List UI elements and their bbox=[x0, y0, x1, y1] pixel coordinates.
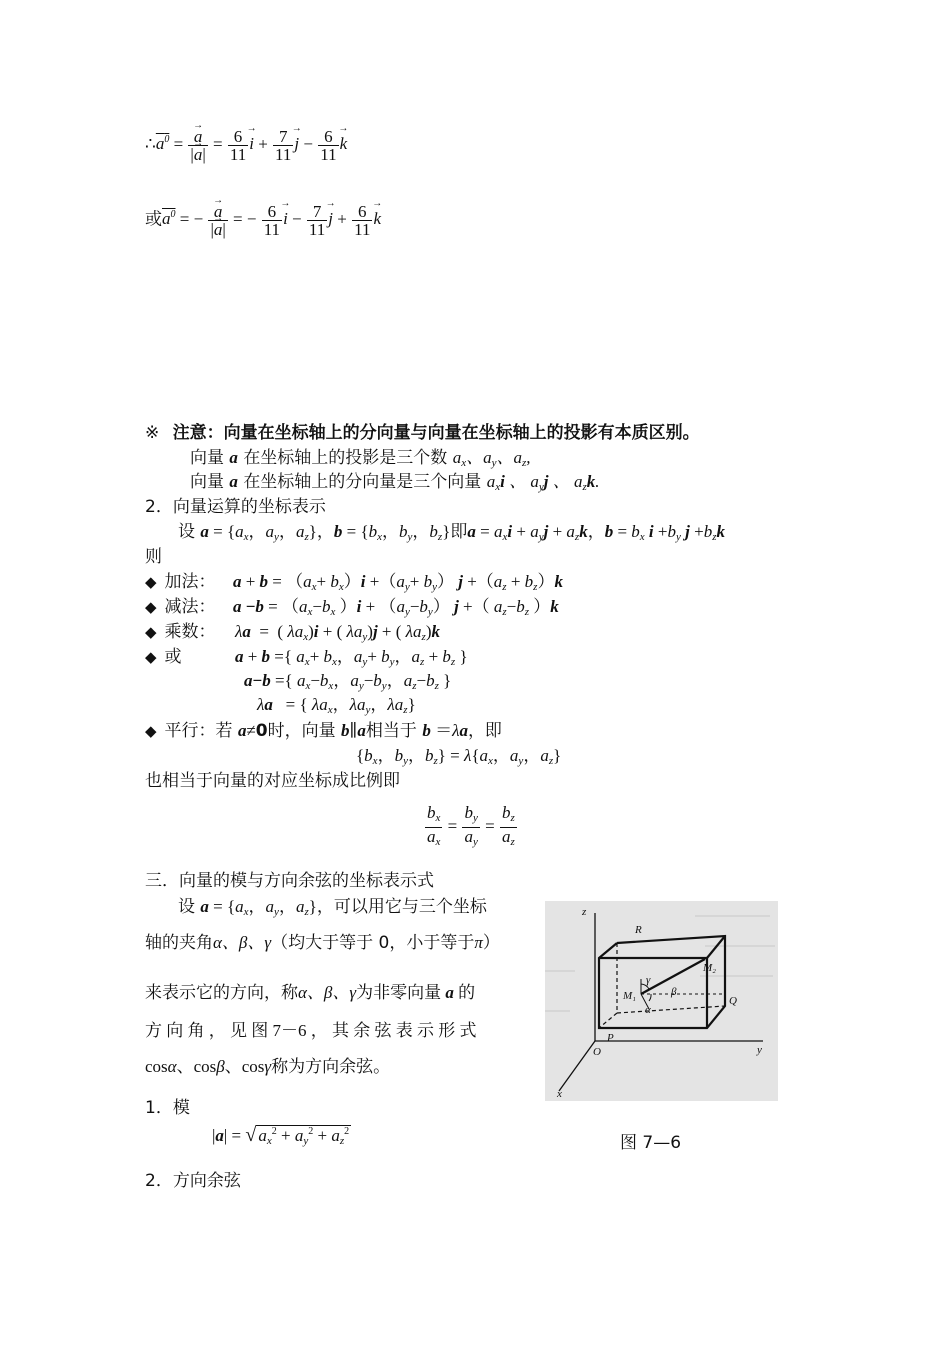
op-addition: ◆ 加法： $a + b = (a_x+ b_x)i +(a_y+ b_y)$ $j +(a_z + b_z)k$ bbox=[145, 572, 563, 593]
op-or-scalar: λa = { $\lambda a_x$，$\lambda a_y$，$\lambda a_z$} bbox=[257, 695, 416, 716]
modulus-formula: |a| = √ $a_x^2 + a_y^2 + a_z^2$ bbox=[212, 1124, 350, 1147]
direction-cosine-heading: 2．方向余弦 bbox=[145, 1171, 241, 1191]
section2-heading: 2．向量运算的坐标表示 bbox=[145, 497, 326, 517]
figure-7-6 bbox=[545, 901, 778, 1101]
svg-text:β: β bbox=[671, 986, 677, 998]
unit-vector-formula-1: $\therefore a^0$ = → $\frac{a}{|\to a|}$ = $\frac{6}{11}$ → i + $\frac{7}{11}$ → j − $\frac{6}{11}$ → k bbox=[145, 128, 347, 163]
note-line bbox=[145, 418, 700, 443]
svg-text:z: z bbox=[582, 906, 587, 918]
box-diagram bbox=[545, 901, 778, 1101]
svg-text:O: O bbox=[593, 1046, 601, 1058]
svg-text:γ: γ bbox=[646, 974, 651, 986]
section2-let-line: 设 $a = \{a_x$，$a_y$，$a_z$}，$b = \{b_x$，$b_y$，$b_z$}即$a = a_xi + a_yj + a_zk$，$b = b_x$ $i +b_y$ $j +b_zk$ bbox=[178, 522, 725, 543]
modulus-heading: 1．模 bbox=[145, 1098, 190, 1118]
svg-text:P: P bbox=[607, 1032, 614, 1044]
svg-text:α: α bbox=[645, 1004, 651, 1016]
section3-heading: 三．向量的模与方向余弦的坐标表示式 bbox=[145, 871, 434, 891]
svg-text:M₁: M₁ bbox=[623, 990, 636, 1002]
section3-p3: 来表示它的方向，称α、β、γ为非零向量 a 的 bbox=[145, 983, 476, 1002]
section3-p4: 方 向 角 ， 见 图 7－6 ， 其 余 弦 表 示 形 式 bbox=[145, 1021, 477, 1040]
op-or: ◆ 或 a + b ={ $a_x+ b_x$，$a_y+ b_y$，$a_z + b_z$ } bbox=[145, 647, 468, 668]
proportion-text: 也相当于向量的对应坐标成比例即 bbox=[145, 771, 400, 791]
note-marker: ※ bbox=[145, 423, 160, 443]
op-subtraction: ◆ 减法： $a -b = (a_x-b_x$ ）$i + (a_y-b_y)$ j +（ $a_z-b_z$ ）k bbox=[145, 597, 559, 618]
section2-then: 则 bbox=[145, 547, 162, 567]
svg-text:R: R bbox=[635, 924, 642, 936]
section3-p1: 设 $a = \{a_x$，$a_y$，$a_z$}，可以用它与三个坐标 bbox=[178, 897, 487, 918]
svg-text:Q: Q bbox=[729, 995, 737, 1007]
note-projection-line: 向量 a 在坐标轴上的投影是三个数 $a_x$、$a_y$、$a_z$, bbox=[190, 448, 531, 469]
proportion-formula: $\frac{b_x}{a_x}$ = $\frac{b_y}{a_y}$ = $\frac{b_z}{a_z}$ bbox=[427, 803, 515, 848]
op-parallel: ◆ 平行：若 a≠0时，向量 b∥a相当于 b ＝λa，即 bbox=[145, 721, 502, 741]
note-bold-text: 注意：向量在坐标轴上的分向量与向量在坐标轴上的投影有本质区别。 bbox=[172, 423, 700, 443]
unit-vector-formula-2: 或$a^0$ = − → $\frac{a}{|\to a|}$ = − $\frac{6}{11}$ → i − $\frac{7}{11}$ → j + $\frac{6}{11}$ → k bbox=[145, 203, 381, 238]
parallel-equation: {$b_x$，$b_y$，$b_z\} = \lambda\{a_x$，$a_y$，$a_z$} bbox=[356, 746, 562, 767]
svg-text:y: y bbox=[757, 1044, 762, 1056]
svg-text:M₂: M₂ bbox=[703, 962, 716, 974]
figure-caption: 图 7—6 bbox=[620, 1133, 682, 1153]
op-or-subtraction: a−b ={ $a_x-b_x$，$a_y-b_y$，$a_z-b_z$ } bbox=[244, 671, 452, 692]
op-scalar: ◆ 乘数： λa = ( $\lambda a_x)i$ + ( $\lambda a_y)j$ + ( $\lambda a_z)k$ bbox=[145, 622, 440, 643]
note-component-line: 向量 a 在坐标轴上的分向量是三个向量 $a_xi$ 、 $a_yj$ 、 $a_zk$. bbox=[190, 472, 600, 493]
section3-p5: cosα、cosβ、cosγ称为方向余弦。 bbox=[145, 1057, 391, 1076]
section3-p2: 轴的夹角α、β、γ（均大于等于 0，小于等于π） bbox=[145, 933, 500, 953]
svg-text:x: x bbox=[557, 1088, 562, 1100]
